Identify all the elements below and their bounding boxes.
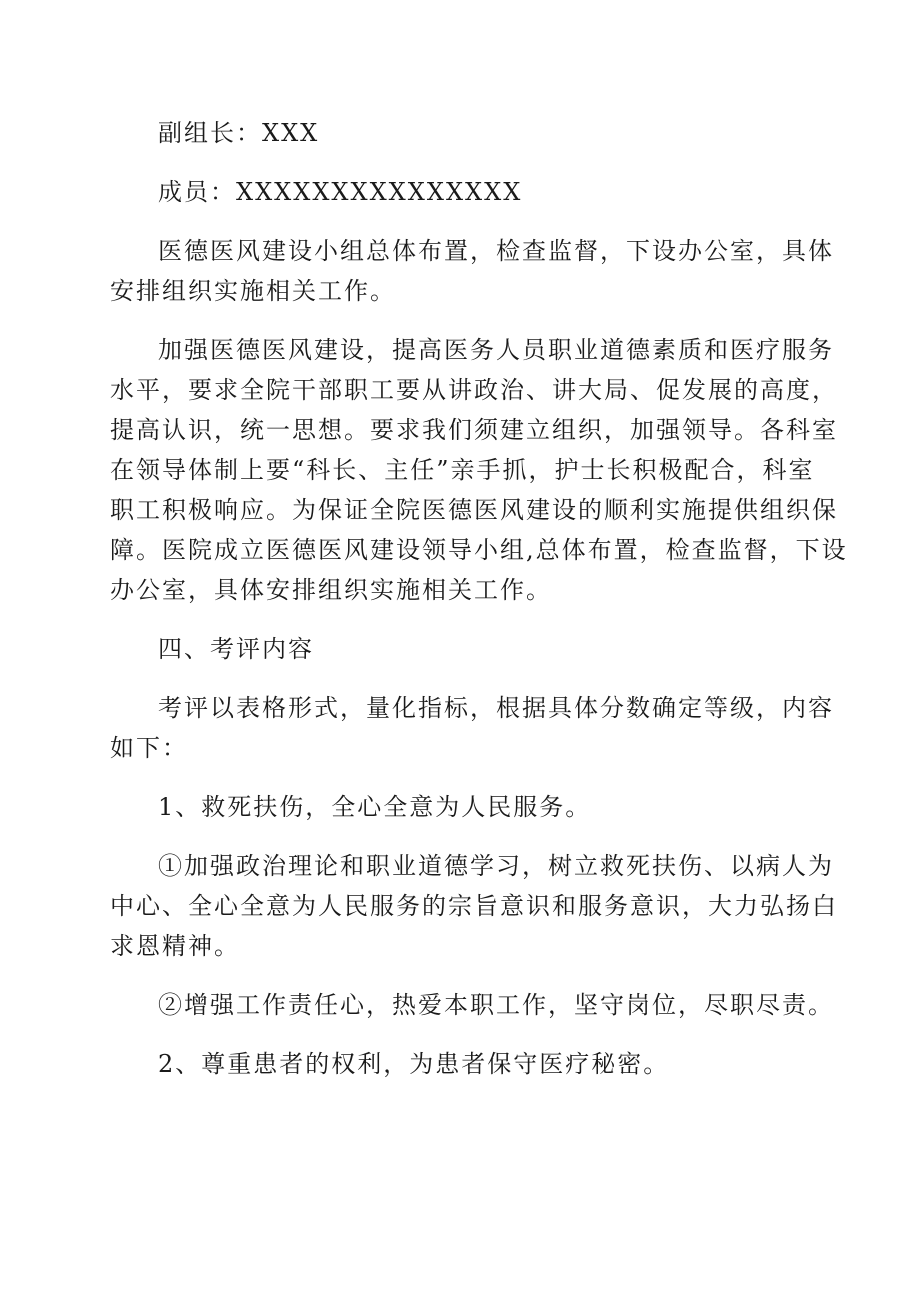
paragraph-line: 求恩精神。 <box>110 932 240 960</box>
paragraph <box>110 113 790 153</box>
paragraph-line: 医德医风建设小组总体布置，检查监督，下设办公室，具体 <box>158 237 834 265</box>
paragraph <box>110 1044 790 1084</box>
paragraph <box>110 330 848 610</box>
paragraph-line: 成员：XXXXXXXXXXXXXXX <box>158 178 523 206</box>
paragraph-line: ②增强工作责任心，热爱本职工作，坚守岗位，尽职尽责。 <box>158 991 834 1019</box>
paragraph <box>110 629 790 669</box>
paragraph-line: 中心、全心全意为人民服务的宗旨意识和服务意识，大力弘扬白 <box>110 892 838 920</box>
paragraph-line: 1、救死扶伤，全心全意为人民服务。 <box>158 793 592 821</box>
paragraph-line: 安排组织实施相关工作。 <box>110 277 396 305</box>
paragraph-line: ①加强政治理论和职业道德学习，树立救死扶伤、以病人为 <box>158 852 834 880</box>
paragraph-line: 如下： <box>110 734 188 762</box>
document-body <box>110 113 848 1103</box>
paragraph-line: 职工积极响应。为保证全院医德医风建设的顺利实施提供组织保 <box>110 496 838 524</box>
paragraph-line: 副组长：XXX <box>158 119 320 147</box>
paragraph <box>110 985 834 1025</box>
paragraph-line: 提高认识，统一思想。要求我们须建立组织，加强领导。各科室 <box>110 416 838 444</box>
paragraph-line: 考评以表格形式，量化指标，根据具体分数确定等级，内容 <box>158 694 834 722</box>
paragraph-line: 2、尊重患者的权利，为患者保守医疗秘密。 <box>158 1050 670 1078</box>
paragraph <box>110 172 790 212</box>
paragraph <box>110 231 834 311</box>
paragraph <box>110 787 790 827</box>
paragraph-line: 在领导体制上要“科长、主任”亲手抓，护士长积极配合，科室 <box>110 456 815 484</box>
paragraph-line: 四、考评内容 <box>158 635 314 663</box>
paragraph <box>110 688 834 768</box>
paragraph-line: 障。医院成立医德医风建设领导小组,总体布置，检查监督，下设 <box>110 536 848 564</box>
paragraph-line: 水平，要求全院干部职工要从讲政治、讲大局、促发展的高度， <box>110 376 838 404</box>
paragraph <box>110 846 838 966</box>
paragraph-line: 办公室，具体安排组织实施相关工作。 <box>110 576 552 604</box>
paragraph-line: 加强医德医风建设，提高医务人员职业道德素质和医疗服务 <box>158 336 834 364</box>
